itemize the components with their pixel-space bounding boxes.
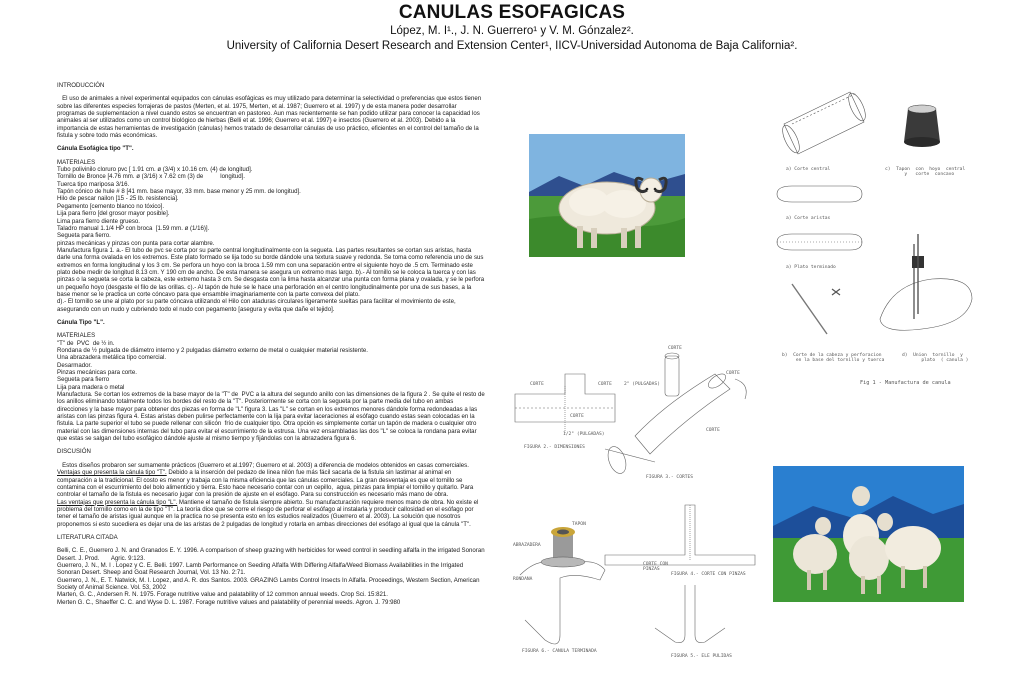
fig1-label-c: c) Tapon con hoyo central y corte concavo [885,167,966,177]
advantages-l-heading: Las ventajas que presenta la cánula tipo "L". [57,498,178,506]
l-materials-heading: MATERIALES [57,332,96,340]
discussion-p2 [57,469,485,498]
intro-paragraph: El uso de animales a nivel experimental equipados con cánulas esofágicas es muy utilizado para determinar la selectividad o preferencias que estos tienen sobre las diferentes especies forrajeras de pastos (Merten, et al. 1975, Merten, et al. 1987; Guerrero et al. 1997) y de esta manera poder desarrollar programas de suplementacion a nivel cuando estos se encuentran en pastoreo. Aun mas recientemente se han podido utilizar para conocer la capacidad los animales al ser utilizados como un control biológico de hierbas (Belli et at. 1996; Guerrero et al. 1997) e insectos (Guerrero et al. 2003). Debido a la importancia de estas herramientas de investigación (cánulas) hemos tratado de desarrollar cánulas de uso práctico, eficientes en el control del tamaño de la fistula y sobre todo más económicas. [57,95,483,140]
list-item: Segueta para fierro. [57,232,111,240]
list-item: Hilo de pescar nailon [15 - 25 lb. resistencia]. [57,195,179,203]
discussion-p3 [57,499,485,528]
sheep-flock-illustration [773,466,964,602]
discussion-p1: Estos diseños probaron ser sumamente prácticos (Guerrero et al.1997; Guerrero et al. 2003) a diferencia de modelos obtenidos en casas comerciales. [57,461,469,469]
fig2-corte-left: CORTE [530,382,544,387]
reference-item: Belli, C. E., Guerrero J. N. and Granados E. Y. 1996. A comparison of sheep grazing with herbicides for weed control in seedling alfalfa in the irrigated Sonoran Desert. J. Prod. Agric. 9:123. [57,547,487,562]
t-materials-heading: MATERIALES [57,158,96,166]
list-item: Una abrazadera metálica tipo comercial. [57,354,167,362]
reference-item: Marten, G. C., Andersen R. N. 1975. Forage nutritive value and palatability of 12 common annual weeds. Crop Sci. 15:821. [57,591,388,599]
advantages-t-text: Debido a la inserción del pedazo de linea nilón fue más fácil sacarla de la fistula sin lastimar al animal en comparación a la tradicional. El costo es menor y trabaja con la misma eficiencia que las cánulas comerciales. La gran desventaja es que el tornillo se contamina con el escurrimiento del bolo alimenticio y tierra. Esto hace necesario contar con un cepillo, agua, pinzas para limpiar el tornillo y quitarlo. Para controlar el tamaño de la fistula es necesario jugar con la presión de ajuste en el esófago. Para su construcción es necesario más mano de obra. [57,469,475,499]
reference-item: Guerrero, J. N., M. I . Lopez y C. E. Belli. 1997. Lamb Performance on Seeding Alfalfa With Differing Alfalfa/Weed Biomass Availabilities in the Irrigated Sonoran Desert. Sheep and Goat Research Journal, Vol. 13 No. 2:71. [57,561,465,577]
bolt-drawing [792,284,827,334]
fig5-caption: FIGURA 5.- ELE PULIDAS [671,654,732,659]
poster-affiliation: University of California Desert Research and Extension Center¹, IICV-Universidad Autonoma de Baja California². [226,40,798,52]
assembly-drawing [880,279,972,331]
washer-drawing [541,527,585,567]
reference-item: Merten G. C., Shaeffer C. C. and Wyse D. L. 1987. Forage nutritive values and palatability of perennial weeds. Agron. J. 79:980 [57,598,401,606]
list-item: Taladro manual 1.1/4 HP con broca [1.59 mm. ø (1/16)]. [57,224,210,232]
l-pipe-fig4 [605,505,755,565]
advantages-l-text: Mantiene el tamaño de fistula siempre abierto. Su manufacturación requiere menos mano de obra. No existe el problema del tornillo como en la de tipo "T". La teoría dice que se corre el riesgo de perforar el esófago al instalarla y producir callosidad en el esófago por tener el tamaño de aristas igual aunque en la practica no se presenta esto en los estudios realizados (Guerrero et al. 2003). La solución que nosotros proponemos si esto sucediera es dejar una de las aristas de 2 pulgadas de longitud y rotarla en ambas direcciones del esófago al igual que la cánula "T". [57,498,481,528]
fig3-caption: FIGURA 3.- CORTES [646,475,694,480]
discussion-heading: DISCUSIÓN [57,448,91,456]
body-column [57,82,485,606]
fig2-corte-right: CORTE [726,371,740,376]
poster-title: CANULAS ESOFAGICAS [398,2,626,23]
fig4-corte-pinzas: CORTE CON PINZAS [643,562,668,572]
list-item: pinzas mecánicas y pinzas con punta para cortar alambre. [57,239,215,247]
figure-2-3-drawings [505,344,765,484]
list-item: Lima para fierro diente grueso. [57,217,140,225]
fig1-label-d: d) Union tornillo y plato ( canula ) [902,353,969,363]
list-item: Segueta para fierro [57,376,110,384]
fig1-label-b: b) Corte de la cabeza y perforacion en la base del tornillo y tuerca [782,353,885,363]
fig1-label-a: a) Corte central [786,167,831,172]
intro-heading: INTRODUCCIÓN [57,82,105,89]
l-procedure: Manufactura. Se cortan los extremos de la base mayor de la "T" de PVC a la altura del segundo anillo con las dimensiones de la figura 2 . Se quite el resto de los anillos eliminando totalmente todos los bordes del resto de la "T". Posteriormente se corta con la segueta por la parte media del tubo en ambas direcciones y la base mayor para obtener dos piezas en forma de "L" figura 3. Las "L" se cortan en los extremos menores dándole forma redondeadas a las aristas con las pinzas figura 4. Estas aristas deben pulirse perfectamente con la lija para evitar laceraciones al esófago cuando estas sean colocadas en la fistula. La parte superior el tubo se puede rellenar con silicón frío de cualquier tipo. Otra opción es simplemente cortar un tapón de madera o cualquier otro material con las dimensiones internas del tubo para evitar el escurrimiento de la estrusa. Una vez ensambladas las dos "L" se coloca la rondana para evitar que estas se salgan del tubo esofágico dándole ajuste al mismo tiempo y fijándolas con la abrazadera figura 6. [57,391,487,443]
fig2-dim-2in: 2" (PULGADAS) [624,382,660,387]
stopper-drawing [904,105,940,147]
list-item: Lija para madera o metal [57,383,125,391]
l-materials-list [57,340,485,391]
list-item: Desarmador. [57,361,92,369]
l-pipe-fig5 [655,585,685,643]
fig6-abrazadera: ABRAZADERA [513,543,541,548]
poster-authors: López, M. I¹., J. N. Guerrero¹ y V. M. Gónzalez². [390,25,634,37]
fig2-corte-mid: CORTE [598,382,612,387]
reference-item: Guerrero, J. N., E. T. Natwick, M. I. Lopez, and A. R. dos Santos. 2003. GRAZING Lambs Control Insects In Alfalfa. Proceedings, Western Section, American Society of Animal Science. Vol. 53, 2002 [57,576,482,591]
t-procedure: Manufactura figura 1. a.- El tubo de pvc se corta por su parte central longitudinalmente con la segueta. Las partes resultantes se cortan sus aristas, hasta darle una forma ovalada en los extremos. Este plato formado se lija todo su borde dándole una textura suave y redonda. Se toma como referencia uno de sus extremos en forma longitudinal y los 3 cm. Se perfora un hoyo con la broca 1.59 mm con una separación entre el siguiente hoyo de .5 cm. Terminado este plato debe medir de longitud 8.13 cm. Y 190 cm de ancho. De esta manera se asegura un extremo mas largo. b).- Al tornillo se le coloca la tuerca y con las pinzas o la segueta se corta la cabeza, este extremo hasta 3 cm. Se desgasta con la lima hasta alcanzar una punta con forma plana y ovalada, y se le perfora un pequeño hoyo (desgaste el filo de las orillas. c).- Al tapón de hule se le hace una perforación en el centro longitudinalmente por una de sus bases, a la base menor se le practica un corte cóncavo para que ensamble imaginariamente con la parte convexa del plato. d).- El tornillo se une al plato por su parte cóncava utilizando el Hilo con ataduras circulares ligeramente sueltas para facilitar el movimiento de este, asegurando con un nudo y cubriendo todo el nudo con pegamento [asegura y evita que dañe el tejido]. [57,246,485,313]
list-item: Tapón cónico de hule # 8 [41 mm. base mayor, 33 mm. base menor y 25 mm. de longitud]. [57,188,301,196]
references-list [57,547,485,606]
fig2-dim-half: 1/2" (PULGADAS) [563,432,605,437]
list-item: Lija para fierro [del grosor mayor posible]. [57,210,170,218]
pipe-cut-drawing [784,92,864,154]
t-materials-list [57,166,485,247]
fig2-corte-top: CORTE [668,346,682,351]
fig6-caption: FIGURA 6.- CANULA TERMINADA [522,649,597,654]
list-item: Rondana de ½ pulgada de diámetro interno y 2 pulgadas diámetro externo de metal o cualquier material resistente. [57,347,368,354]
fig1-label-aristas: a) Corte aristas [786,216,831,221]
list-item: Tornillo de Bronce [4.76 mm. ø (3/16) x 7.62 cm (3) de longitud]. [57,173,245,181]
fig3-corte: CORTE [706,428,720,433]
list-item: Pinzas mecánicas para corte. [57,369,137,377]
fig2-caption: FIGURA 2.- DIMENSIONES [524,445,585,450]
cannula-fig6 [520,562,605,644]
list-item: Pegamento [cemento blanco no tóxico]. [57,202,165,210]
fig4-caption: FIGURA 4.- CORTE CON PINZAS [671,572,746,577]
figure-1-drawings [772,84,982,344]
fig6-rondana: RONDANA [513,577,533,582]
list-item: Tuerca tipo mariposa 3/16. [57,180,130,188]
l-heading: Cánula Tipo "L". [57,318,105,326]
fig2-corte-lower: CORTE [570,414,584,419]
fig6-tapon: TAPON [572,522,586,527]
advantages-t-heading: Ventajas que presenta la cánula tipo "T". [57,469,167,477]
lit-heading: LITERATURA CITADA [57,533,118,541]
sheep-picture [773,466,964,602]
list-item: Tubo polivinilo cloruro pvc [ 1.91 cm. ø (3/4) x 10.16 cm. (4) de longitud]. [57,166,253,174]
ram-picture [529,134,685,257]
list-item: "T" de PVC de ½ in. [57,339,115,347]
t-heading: Cánula Esofágica tipo "T". [57,145,134,153]
plate-drawing [777,186,862,202]
ram-illustration [529,134,685,257]
fig1-caption: Fig 1 - Manufactura de canula [860,380,951,386]
figure-4-6-drawings [505,500,770,660]
fig1-label-plato: a) Plato terminado [786,265,836,270]
